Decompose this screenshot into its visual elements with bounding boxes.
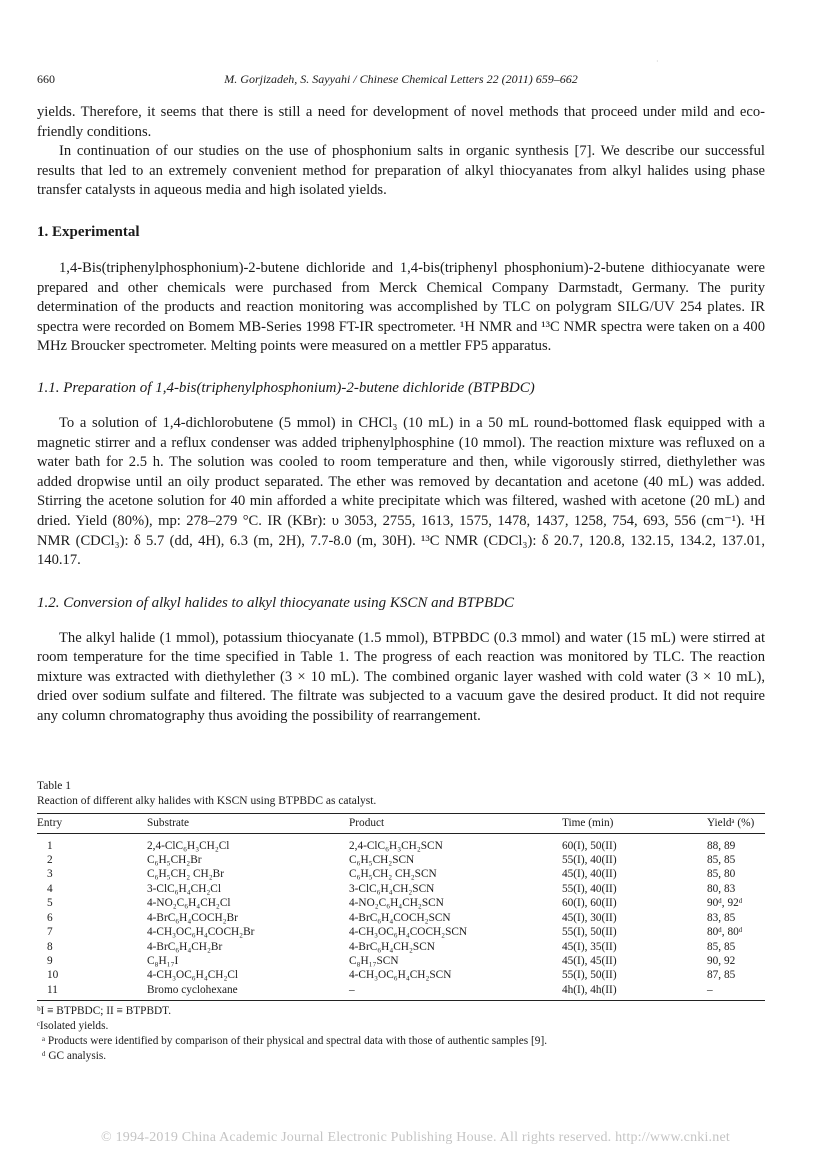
cell-substrate: C₈H₁₇I bbox=[147, 954, 179, 967]
cell-product: C₆H₅CH₂ CH₂SCN bbox=[349, 868, 437, 881]
cell-product: C₆H₅CH₂SCN bbox=[349, 854, 415, 867]
page-content bbox=[37, 72, 765, 1064]
running-title: M. Gorjizadeh, S. Sayyahi / Chinese Chemical Letters 22 (2011) 659–662 bbox=[224, 72, 578, 86]
subsection-heading-1-2: 1.2. Conversion of alkyl halides to alkyl thiocyanate using KSCN and BTPBDC bbox=[37, 594, 515, 611]
cell-yield: 85, 85 bbox=[707, 940, 736, 953]
header-time: Time (min) bbox=[562, 813, 707, 833]
page-number: 660 bbox=[37, 72, 55, 86]
cell-entry: 1 bbox=[47, 839, 53, 852]
cell-product: C₈H₁₇SCN bbox=[349, 954, 399, 967]
cell-time: 45(I), 35(II) bbox=[562, 940, 617, 953]
cell-entry: 10 bbox=[47, 969, 59, 982]
table-row bbox=[37, 940, 765, 954]
table-footnotes bbox=[37, 1004, 765, 1064]
cell-yield: 87, 85 bbox=[707, 969, 736, 982]
cell-time: 55(I), 50(II) bbox=[562, 926, 617, 939]
cell-product: 2,4-ClC₆H₃CH₂SCN bbox=[349, 839, 443, 852]
cell-yield: 80ᵈ, 80ᵈ bbox=[707, 926, 743, 939]
experimental-paragraph: 1,4-Bis(triphenylphosphonium)-2-butene dichloride and 1,4-bis(triphenyl phosphonium)-2-butene dithiocyanate were prepared and other chemicals were purchased from Merck Chemical Company Darmstadt, Germany. The purity determination of the products and reaction monitoring was accomplished by TLC on polygram SILG/UV 254 plates. IR spectra were recorded on Bomem MB-Series 1998 FT-IR spectrometer. ¹H NMR and ¹³C NMR spectra were taken on a 400 MHz Broucker spectrometer. Melting points were measured on a mettler FP5 apparatus. bbox=[37, 259, 765, 355]
cell-entry: 7 bbox=[47, 926, 53, 939]
cell-entry: 4 bbox=[47, 882, 53, 895]
header-yield: Yieldᵃ (%) bbox=[707, 813, 765, 833]
cell-substrate: C₆H₅CH₂Br bbox=[147, 854, 202, 867]
cell-product: 4-BrC₆H₄COCH₂SCN bbox=[349, 911, 451, 924]
table-row bbox=[37, 983, 765, 1001]
cell-yield: 90ᵈ, 92ᵈ bbox=[707, 897, 743, 910]
cell-time: 45(I), 45(II) bbox=[562, 954, 617, 967]
table-block bbox=[37, 779, 765, 1064]
cell-time: 55(I), 40(II) bbox=[562, 882, 617, 895]
table-row bbox=[37, 968, 765, 982]
conversion-paragraph: The alkyl halide (1 mmol), potassium thiocyanate (1.5 mmol), BTPBDC (0.3 mmol) and water (15 mL) were stirred at room temperature for the time specified in Table 1. The progress of each reaction was monitored by TLC. The reaction mixture was extracted with diethylether (3 × 10 mL). The combined organic layer washed with cold water (3 × 10 mL), dried over sodium sulfate and filtered. The filtrate was subjected to a vacuum gave the desired product. It did not require any column chromatography thus avoiding the possibility of rearrangement. bbox=[37, 629, 765, 725]
cell-product: 4-NO₂C₆H₄CH₂SCN bbox=[349, 897, 444, 910]
cell-yield: 88, 89 bbox=[707, 839, 736, 852]
cell-time: 45(I), 30(II) bbox=[562, 911, 617, 924]
cell-substrate: 4-CH₃OC₆H₄COCH₂Br bbox=[147, 926, 255, 939]
header-substrate: Substrate bbox=[147, 813, 349, 833]
table-label: Table 1 bbox=[37, 779, 72, 792]
cell-substrate: 4-NO₂C₆H₄CH₂Cl bbox=[147, 897, 231, 910]
subsection-heading-1-1: 1.1. Preparation of 1,4-bis(triphenylphosphonium)-2-butene dichloride (BTPBDC) bbox=[37, 379, 535, 396]
cell-yield: – bbox=[707, 983, 765, 1001]
table-row bbox=[37, 833, 765, 853]
results-table bbox=[37, 813, 765, 1001]
copyright-watermark: © 1994-2019 China Academic Journal Electronic Publishing House. All rights reserved. http://www.cnki.net bbox=[101, 1130, 730, 1145]
cell-product: 4-CH₃OC₆H₄COCH₂SCN bbox=[349, 926, 468, 939]
header-entry: Entry bbox=[37, 813, 147, 833]
footnote-b: ᵇI ≡ BTPBDC; II ≡ BTPBDT. bbox=[37, 1005, 172, 1018]
cell-product: – bbox=[349, 983, 562, 1001]
cell-time: 55(I), 50(II) bbox=[562, 969, 617, 982]
table-row bbox=[37, 896, 765, 910]
table-row bbox=[37, 954, 765, 968]
cell-yield: 83, 85 bbox=[707, 911, 736, 924]
cell-time: 60(I), 60(II) bbox=[562, 897, 617, 910]
cell-entry: 5 bbox=[47, 897, 53, 910]
section-heading-experimental: 1. Experimental bbox=[37, 223, 140, 240]
cell-entry: 11 bbox=[37, 983, 147, 1001]
corner-mark: · bbox=[656, 57, 659, 66]
cell-product: 4-BrC₆H₄CH₂SCN bbox=[349, 940, 435, 953]
table-row bbox=[37, 925, 765, 939]
table-row bbox=[37, 911, 765, 925]
cell-substrate: 4-CH₃OC₆H₄CH₂Cl bbox=[147, 969, 239, 982]
cell-time: 4h(I), 4h(II) bbox=[562, 983, 707, 1001]
table-caption: Reaction of different alky halides with KSCN using BTPBDC as catalyst. bbox=[37, 794, 377, 807]
footnote-c: ᶜIsolated yields. bbox=[37, 1020, 109, 1033]
cell-entry: 3 bbox=[47, 868, 53, 881]
header-product: Product bbox=[349, 813, 562, 833]
cell-time: 55(I), 40(II) bbox=[562, 854, 617, 867]
cell-yield: 90, 92 bbox=[707, 954, 736, 967]
cell-entry: 2 bbox=[47, 854, 53, 867]
cell-substrate: C₆H₅CH₂ CH₂Br bbox=[147, 868, 224, 881]
table-row bbox=[37, 853, 765, 867]
cell-substrate: 2,4-ClC₆H₃CH₂Cl bbox=[147, 839, 230, 852]
cell-yield: 85, 85 bbox=[707, 854, 736, 867]
footnote-d: ᵈ GC analysis. bbox=[42, 1050, 107, 1063]
cell-yield: 85, 80 bbox=[707, 868, 736, 881]
cell-entry: 9 bbox=[47, 954, 53, 967]
cell-yield: 80, 83 bbox=[707, 882, 736, 895]
intro-paragraph-1: yields. Therefore, it seems that there is still a need for development of novel methods that proceed under mild and eco-friendly conditions. bbox=[37, 104, 765, 140]
cell-product: 4-CH₃OC₆H₄CH₂SCN bbox=[349, 969, 452, 982]
cell-substrate: 4-BrC₆H₄COCH₂Br bbox=[147, 911, 238, 924]
intro-paragraph-2: In continuation of our studies on the use of phosphonium salts in organic synthesis [7]. We describe our successful results that led to an extremely convenient method for preparation of alkyl thiocyanates from alkyl halides using phase transfer catalysts in aqueous media and high isolated yields. bbox=[37, 143, 765, 199]
cell-substrate: 3-ClC₆H₄CH₂Cl bbox=[147, 882, 221, 895]
page-header bbox=[37, 72, 765, 92]
preparation-paragraph: To a solution of 1,4-dichlorobutene (5 mmol) in CHCl₃ (10 mL) in a 50 mL round-bottomed flask equipped with a magnetic stirrer and a reflux condenser was added triphenylphosphine (10 mmol). The reaction mixture was refluxed on a water bath for 2.5 h. The solution was cooled to room temperature and then, while vigorously stirred, diethylether was added dropwise until an oily product separated. The ether was removed by decantation and acetone (40 mL) was added. Stirring the acetone solution for 40 min afforded a white precipitate which was filtered, washed with acetone (20 mL) and dried. Yield (80%), mp: 278–279 °C. IR (KBr): υ 3053, 2755, 1613, 1575, 1478, 1437, 1258, 754, 693, 556 (cm⁻¹). ¹H NMR (CDCl₃): δ 5.7 (dd, 4H), 6.3 (m, 2H), 7.7-8.0 (m, 30H). ¹³C NMR (CDCl₃): δ 20.7, 120.8, 132.15, 134.2, 137.01, 140.17. bbox=[37, 414, 765, 569]
cell-entry: 8 bbox=[47, 940, 53, 953]
cell-time: 45(I), 40(II) bbox=[562, 868, 617, 881]
table-header-row bbox=[37, 813, 765, 833]
footnote-a: ᵃ Products were identified by comparison of their physical and spectral data with those of authentic samples [9]. bbox=[42, 1035, 548, 1048]
table-row bbox=[37, 882, 765, 896]
cell-product: 3-ClC₆H₄CH₂SCN bbox=[349, 882, 435, 895]
cell-substrate: Bromo cyclohexane bbox=[147, 983, 349, 1001]
cell-substrate: 4-BrC₆H₄CH₂Br bbox=[147, 940, 223, 953]
cell-entry: 6 bbox=[47, 911, 53, 924]
cell-time: 60(I), 50(II) bbox=[562, 839, 617, 852]
table-row bbox=[37, 867, 765, 881]
